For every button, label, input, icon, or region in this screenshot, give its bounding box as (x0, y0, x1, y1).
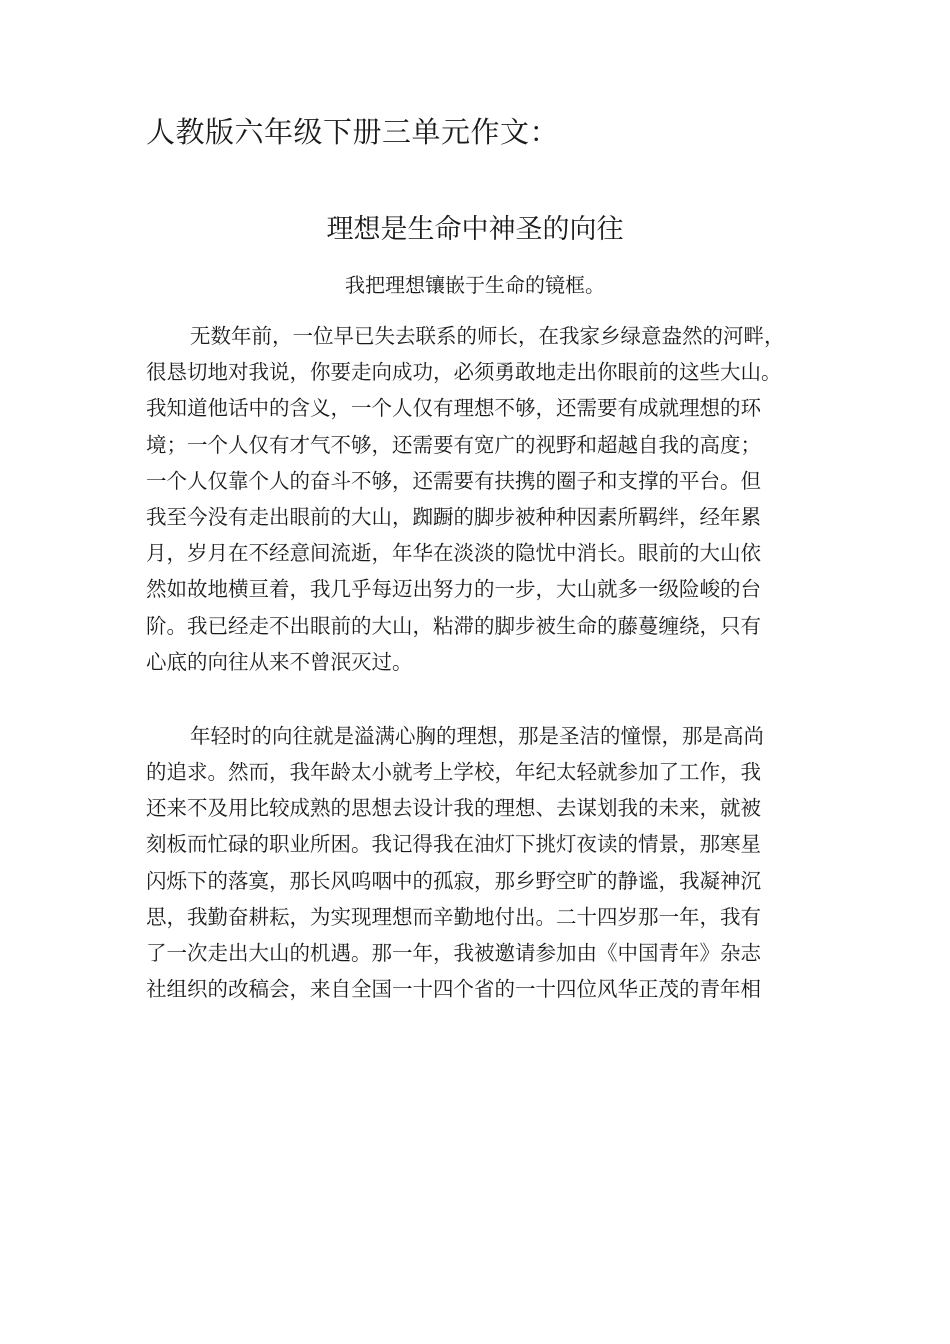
text-line: 还来不及用比较成熟的思想去设计我的理想、去谋划我的未来，就被 (146, 796, 761, 821)
document-heading: 人教版六年级下册三单元作文： (146, 115, 560, 149)
text-line: 我至今没有走出眼前的大山，踟蹰的脚步被种种因素所羁绊，经年累 (146, 504, 761, 529)
text-line: 思，我勤奋耕耘，为实现理想而辛勤地付出。二十四岁那一年，我有 (146, 904, 761, 929)
paragraph-gap (146, 680, 806, 718)
paragraph-2 (146, 718, 806, 1008)
essay-title: 理想是生命中神圣的向往 (326, 214, 624, 245)
text-line: 社组织的改稿会，来自全国一十四个省的一十四位风华正茂的青年相 (146, 977, 761, 1002)
text-line: 一个人仅靠个人的奋斗不够，还需要有扶携的圈子和支撑的平台。但 (146, 468, 761, 493)
text-line: 我知道他话中的含义，一个人仅有理想不够，还需要有成就理想的环 (146, 396, 761, 421)
text-line: 很恳切地对我说，你要走向成功，必须勇敢地走出你眼前的这些大山。 (146, 360, 782, 385)
text-line: 了一次走出大山的机遇。那一年，我被邀请参加由《中国青年》杂志 (146, 941, 761, 965)
essay-body (146, 318, 806, 1007)
text-line: 无数年前，一位早已失去联系的师长，在我家乡绿意盎然的河畔， (190, 324, 785, 348)
text-line: 境；一个人仅有才气不够，还需要有宽广的视野和超越自我的高度； (146, 432, 761, 457)
text-line: 阶。我已经走不出眼前的大山，粘滞的脚步被生命的藤蔓缠绕，只有 (146, 613, 761, 638)
text-line: 刻板而忙碌的职业所困。我记得我在油灯下挑灯夜读的情景，那寒星 (146, 832, 761, 857)
text-line: 月，岁月在不经意间流逝，年华在淡淡的隐忧中消长。眼前的大山依 (146, 541, 761, 566)
essay-subtitle: 我把理想镶嵌于生命的镜框。 (345, 273, 605, 297)
text-line: 的追求。然而，我年龄太小就考上学校，年纪太轻就参加了工作，我 (146, 760, 761, 785)
text-line: 闪烁下的落寞，那长风呜咽中的孤寂，那乡野空旷的静谧，我凝神沉 (146, 868, 761, 893)
text-line: 心底的向往从来不曾泯灭过。 (146, 649, 413, 674)
text-line: 然如故地横亘着，我几乎每迈出努力的一步，大山就多一级险峻的台 (146, 577, 761, 602)
text-line: 年轻时的向往就是溢满心胸的理想，那是圣洁的憧憬，那是高尚 (190, 723, 764, 748)
paragraph-1 (146, 318, 806, 680)
